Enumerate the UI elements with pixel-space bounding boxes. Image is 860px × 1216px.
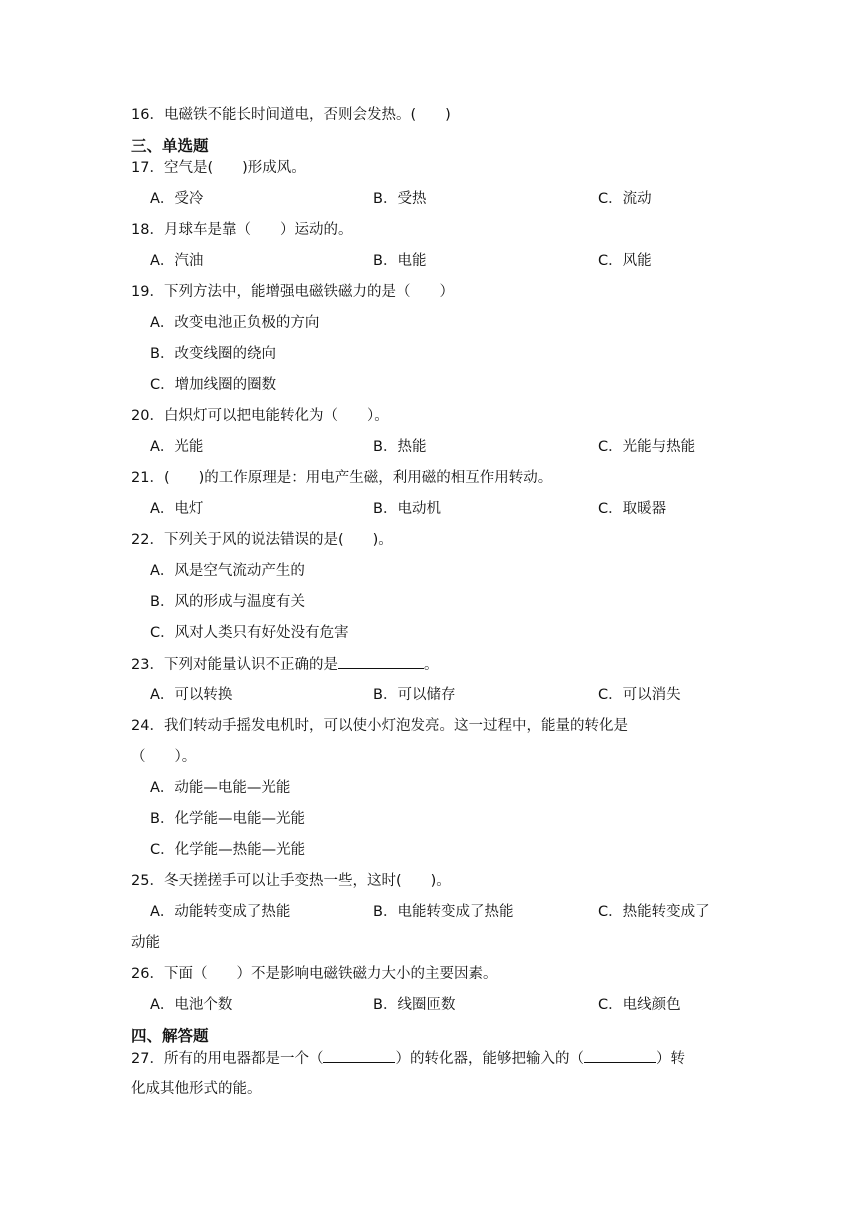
question-27-line2: 化成其他形式的能。 [131,1081,262,1097]
question-23-stem [131,654,438,675]
question-18-option-b: B．电能 [373,253,427,269]
question-17-option-b: B．受热 [373,191,427,207]
answer-blank [584,1048,656,1063]
section-heading-answer: 四、解答题 [131,1027,209,1045]
question-21-option-a: A．电灯 [150,501,204,517]
question-20-option-a: A．光能 [150,439,204,455]
question-26-option-a: A．电池个数 [150,997,233,1013]
question-21-stem: 21．( )的工作原理是：用电产生磁，利用磁的相互作用转动。 [131,470,553,486]
question-21-option-c: C．取暖器 [598,501,667,517]
question-18-option-a: A．汽油 [150,253,204,269]
question-22-option-a: A．风是空气流动产生的 [150,563,305,579]
question-16: 16．电磁铁不能长时间道电，否则会发热。( ) [131,107,451,123]
question-22-option-c: C．风对人类只有好处没有危害 [150,625,349,641]
question-18-option-c: C．风能 [598,253,652,269]
question-20-option-c: C．光能与热能 [598,439,696,455]
question-26-option-b: B．线圈匝数 [373,997,456,1013]
question-21-option-b: B．电动机 [373,501,441,517]
question-22-option-b: B．风的形成与温度有关 [150,594,305,610]
question-22-stem: 22．下列关于风的说法错误的是( )。 [131,532,393,548]
question-25-option-c: C．热能转变成了 [598,904,710,920]
question-27-text-part2: ）的转化器，能够把输入的（ [395,1051,584,1067]
question-25-option-b: B．电能转变成了热能 [373,904,514,920]
question-24-option-a: A．动能—电能—光能 [150,780,291,796]
question-19-stem: 19．下列方法中，能增强电磁铁磁力的是（ ） [131,284,454,300]
question-24-option-c: C．化学能—热能—光能 [150,842,306,858]
question-19-option-a: A．改变电池正负极的方向 [150,315,320,331]
section-heading-single-choice: 三、单选题 [131,137,209,155]
question-27-text-part3: ）转 [655,1051,685,1067]
question-24-option-b: B．化学能—电能—光能 [150,811,305,827]
question-24-stem-line1: 24．我们转动手摇发电机时，可以使小灯泡发亮。这一过程中，能量的转化是 [131,718,628,734]
answer-blank [323,1048,395,1063]
question-26-option-c: C．电线颜色 [598,997,681,1013]
question-18-stem: 18．月球车是靠（ ）运动的。 [131,222,353,238]
question-17-option-a: A．受冷 [150,191,204,207]
question-23-option-a: A．可以转换 [150,687,233,703]
question-26-stem: 26．下面（ ）不是影响电磁铁磁力大小的主要因素。 [131,966,498,982]
question-27-line1 [131,1048,685,1069]
question-19-option-b: B．改变线圈的绕向 [150,346,276,362]
question-17-option-c: C．流动 [598,191,652,207]
answer-blank [338,654,424,669]
question-20-option-b: B．热能 [373,439,427,455]
question-25-option-c-continued: 动能 [131,935,160,951]
question-23-stem-end: 。 [423,657,439,673]
question-23-option-b: B．可以储存 [373,687,456,703]
question-23-stem-text: 23．下列对能量认识不正确的是 [131,657,338,673]
question-19-option-c: C．增加线圈的圈数 [150,377,277,393]
question-20-stem: 20．白炽灯可以把电能转化为（ ）。 [131,408,389,424]
question-25-option-a: A．动能转变成了热能 [150,904,291,920]
question-24-stem-line2: （ ）。 [131,749,197,765]
question-27-text-part1: 27．所有的用电器都是一个（ [131,1051,324,1067]
question-25-stem: 25．冬天搓搓手可以让手变热一些，这时( )。 [131,873,451,889]
question-17-stem: 17．空气是( )形成风。 [131,160,306,176]
question-23-option-c: C．可以消失 [598,687,681,703]
